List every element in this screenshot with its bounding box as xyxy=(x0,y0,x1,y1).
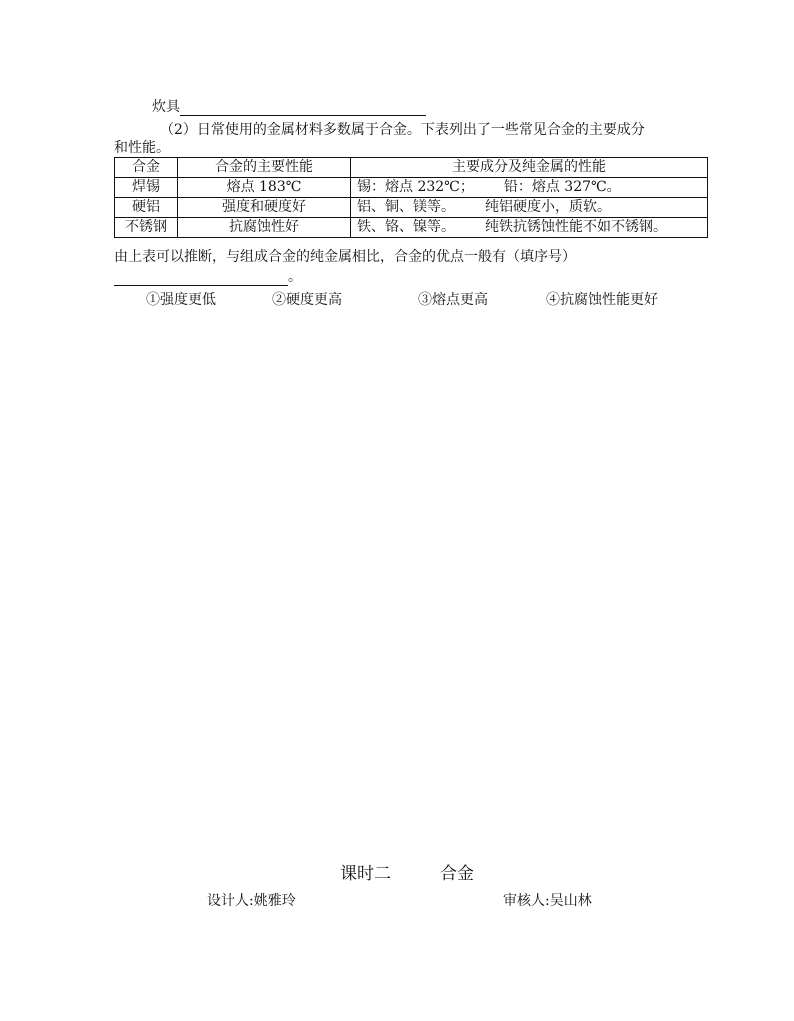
option-1: ①强度更低 xyxy=(146,292,216,308)
table-row xyxy=(115,198,708,218)
composition-text: 铁、铬、镍等。 xyxy=(357,219,455,235)
pure-metal-text: 纯铝硬度小，质软。 xyxy=(485,199,611,215)
cell-property: 强度和硬度好 xyxy=(178,198,351,218)
cookware-line xyxy=(152,96,426,116)
cookware-label: 炊具 xyxy=(152,99,180,115)
alloy-table xyxy=(114,157,708,238)
cell-property: 熔点 183℃ xyxy=(178,178,351,198)
cell-composition xyxy=(351,178,708,198)
header-property: 合金的主要性能 xyxy=(178,158,351,178)
cell-property: 抗腐蚀性好 xyxy=(178,218,351,238)
cell-composition xyxy=(351,198,708,218)
pure-metal-text: 铅：熔点 327℃。 xyxy=(503,179,621,195)
answer-blank[interactable] xyxy=(114,270,288,286)
table-header-row xyxy=(115,158,708,178)
answer-end: 。 xyxy=(288,269,302,285)
question2-line1: （2）日常使用的金属材料多数属于合金。下表列出了一些常见合金的主要成分 xyxy=(160,122,645,138)
table-row xyxy=(115,218,708,238)
cell-alloy: 硬铝 xyxy=(115,198,178,218)
header-composition: 主要成分及纯金属的性能 xyxy=(351,158,708,178)
option-4: ④抗腐蚀性能更好 xyxy=(546,292,658,308)
header-alloy: 合金 xyxy=(115,158,178,178)
lesson-topic: 合金 xyxy=(440,864,474,884)
answer-line xyxy=(114,266,302,286)
option-3: ③熔点更高 xyxy=(418,292,488,308)
cell-alloy: 不锈钢 xyxy=(115,218,178,238)
composition-text: 锡：熔点 232℃； xyxy=(357,179,474,195)
option-2: ②硬度更高 xyxy=(272,292,342,308)
cell-composition xyxy=(351,218,708,238)
composition-text: 铝、铜、镁等。 xyxy=(357,199,455,215)
table-row xyxy=(115,178,708,198)
pure-metal-text: 纯铁抗锈蚀性能不如不锈钢。 xyxy=(485,219,667,235)
designer: 设计人:姚雅玲 xyxy=(207,893,296,909)
reviewer: 审核人:吴山林 xyxy=(503,893,592,909)
question2-line2: 和性能。 xyxy=(114,140,170,156)
lesson-title: 课时二 xyxy=(340,864,391,884)
cookware-answer-blank[interactable] xyxy=(180,100,426,116)
inference-text: 由上表可以推断，与组成合金的纯金属相比，合金的优点一般有（填序号） xyxy=(114,249,576,265)
cell-alloy: 焊锡 xyxy=(115,178,178,198)
